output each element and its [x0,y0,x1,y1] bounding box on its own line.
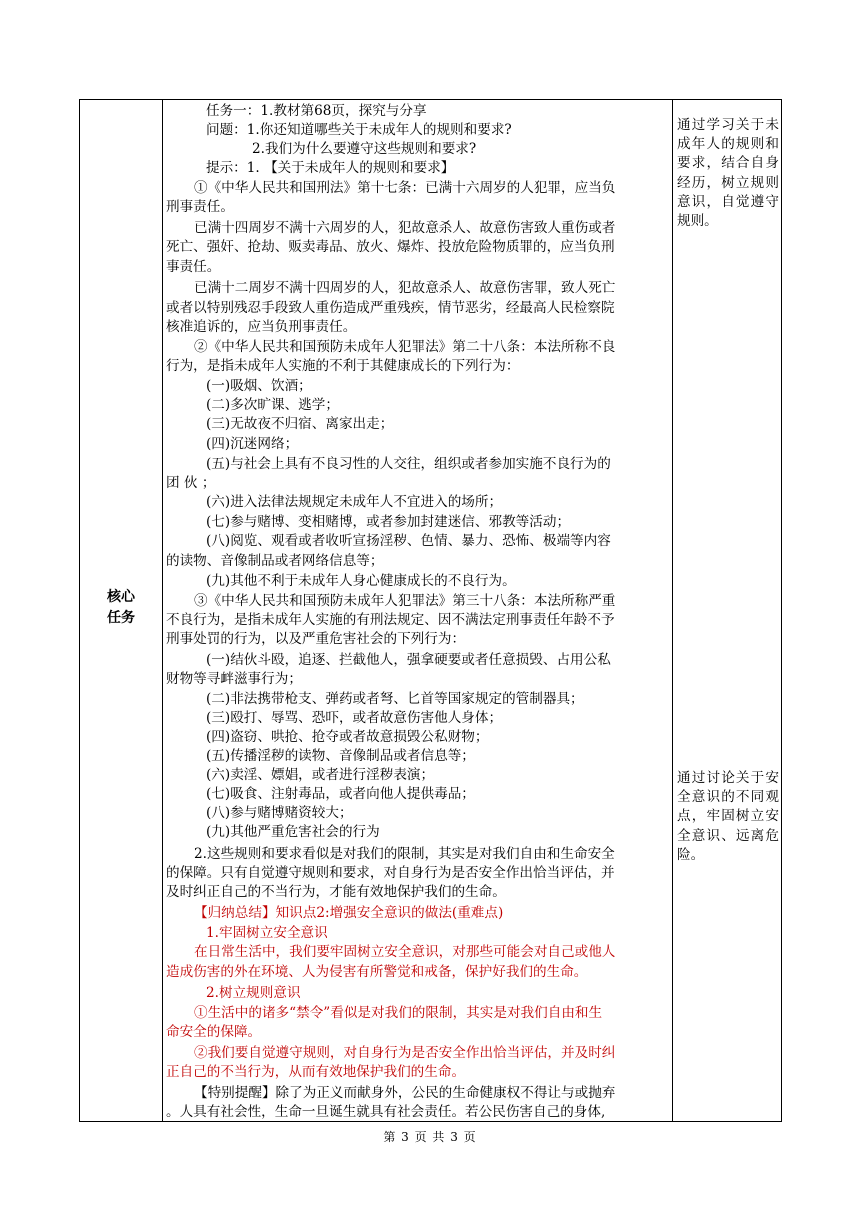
content-line: (四)沉迷网络； [206,436,299,452]
content-line: 【特别提醒】除了为正义而献身外，公民的生命健康权不得让与或抛弃 [194,1085,616,1101]
content-line: 刑事责任。 [166,199,234,215]
content-line: 的读物、音像制品或者网络信息等； [166,553,384,569]
content-line: (九)其他严重危害社会的行为 [206,824,380,840]
content-line: (六)卖淫、嫖娼，或者进行淫秽表演； [206,767,435,783]
content-line: (五)传播淫秽的读物、音像制品或者信息等； [206,748,475,764]
content-line: 1.牢固树立安全意识 [206,925,328,941]
content-line: (三)殴打、辱骂、恐吓，或者故意伤害他人身体； [206,710,503,726]
content-line: 提示：1. 【关于未成年人的规则和要求】 [206,160,455,176]
content-line: 【归纳总结】知识点2:增强安全意识的做法(重难点) [194,905,504,921]
content-line: (六)进入法律法规规定未成年人不宜进入的场所； [206,494,503,510]
content-line: 死亡、强奸、抢劫、贩卖毒品、放火、爆炸、投放危险物质罪的，应当负刑 [166,239,615,255]
content-line: 行为，是指未成年人实施的不利于其健康成长的下列行为： [166,358,520,374]
content-line: (九)其他不利于未成年人身心健康成长的不良行为。 [206,573,516,589]
content-line: 命安全的保障。 [166,1024,262,1040]
content-line: 及时纠正自己的不当行为，才能有效地保护我们的生命。 [166,884,506,900]
content-line: 正自己的不当行为，从而有效地保护我们的生命。 [166,1064,466,1080]
content-line: (七)吸食、注射毒品，或者向他人提供毒品； [206,786,475,802]
content-line: 已满十四周岁不满十六周岁的人，犯故意杀人、故意伤害致人重伤或者 [194,220,616,236]
content-line: (七)参与赌博、变相赌博，或者参加封建迷信、邪教等活动； [206,514,571,530]
content-line: (一)吸烟、饮酒； [206,378,312,394]
content-line: 2.我们为什么要遵守这些规则和要求? [252,141,477,157]
column-divider [162,100,163,1121]
content-line: (三)无故夜不归宿、离家出走； [206,416,394,432]
column-divider [672,100,673,1121]
content-line: (一)结伙斗殴，追逐、拦截他人，强拿硬要或者任意损毁、占用公私 [206,652,611,668]
section-label-line: 核心 [107,589,135,605]
content-line: 造成伤害的外在环境、人为侵害有所警觉和戒备，保护好我们的生命。 [166,964,588,980]
content-line: 任务一：1.教材第68页，探究与分享 [206,103,427,119]
content-line: 2.树立规则意识 [206,985,301,1001]
teaching-note: 通过学习关于未成年人的规则和要求，结合自身经历，树立规则意识，自觉遵守规则。 [677,117,779,230]
content-line: 。人具有社会性，生命一旦诞生就具有社会责任。若公民伤害自己的身体, [166,1104,606,1120]
content-line: (二)多次旷课、逃学； [206,397,339,413]
content-line: 的保障。只有自觉遵守规则和要求，对自身行为是否安全作出恰当评估，并 [166,865,615,881]
content-line: 财物等寻衅滋事行为； [166,671,302,687]
content-line: ③《中华人民共和国预防未成年人犯罪法》第三十八条：本法所称严重 [194,593,616,609]
content-line: ②我们要自觉遵守规则，对自身行为是否安全作出恰当评估，并及时纠 [194,1045,616,1061]
content-line: (二)非法携带枪支、弹药或者弩、匕首等国家规定的管制器具； [206,691,584,707]
page-footer: 第 3 页 共 3 页 [383,1130,477,1144]
content-line: 不良行为，是指未成年人实施的有刑法规定、因不满法定刑事责任年龄不予 [166,612,615,628]
content-line: 刑事处罚的行为，以及严重危害社会的下列行为： [166,631,466,647]
content-line: 团 伙 ； [166,475,216,491]
content-line: ①《中华人民共和国刑法》第十七条：已满十六周岁的人犯罪，应当负 [194,180,616,196]
content-line: 在日常生活中，我们要牢固树立安全意识，对那些可能会对自己或他人 [194,944,616,960]
lesson-table [79,99,782,1122]
section-label-line: 任务 [107,610,135,626]
content-line: 已满十二周岁不满十四周岁的人，犯故意杀人、故意伤害罪，致人死亡 [194,280,616,296]
content-line: (四)盗窃、哄抢、抢夺或者故意损毁公私财物； [206,729,489,745]
content-line: 或者以特别残忍手段致人重伤造成严重残疾，情节恶劣，经最高人民检察院 [166,300,615,316]
content-line: 2.这些规则和要求看似是对我们的限制，其实是对我们自由和生命安全 [194,846,615,862]
content-line: 事责任。 [166,259,221,275]
section-label [80,587,162,629]
content-line: ②《中华人民共和国预防未成年人犯罪法》第二十八条：本法所称不良 [194,339,616,355]
content-line: (五)与社会上具有不良习性的人交往，组织或者参加实施不良行为的 [206,456,611,472]
teaching-note: 通过讨论关于安全意识的不同观点，牢固树立安全意识、远离危险。 [677,770,779,863]
content-line: (八)阅览、观看或者收听宣扬淫秽、色情、暴力、恐怖、极端等内容 [206,533,611,549]
content-line: ①生活中的诸多“禁令”看似是对我们的限制，其实是对我们自由和生 [194,1005,603,1021]
content-line: 问题：1.你还知道哪些关于未成年人的规则和要求? [206,122,512,138]
content-line: (八)参与赌博赌资较大； [206,805,353,821]
content-line: 核准追诉的，应当负刑事责任。 [166,319,357,335]
